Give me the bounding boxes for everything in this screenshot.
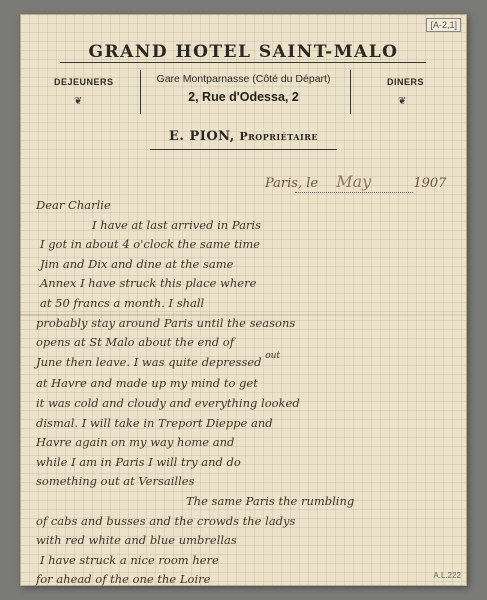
letter-line: I have at last arrived in Paris (92, 217, 262, 232)
archive-tag: [A-2,1] (426, 18, 461, 32)
letter-line (36, 350, 464, 375)
date-underline (295, 192, 413, 193)
hotel-name: GRAND HOTEL SAINT-MALO (88, 42, 399, 62)
salutation: Dear Charlie (36, 198, 111, 212)
letter-body (36, 196, 464, 590)
letter-line: for ahead of the one the Loire (36, 572, 211, 587)
letter-line: Havre again on my way home and (36, 435, 235, 450)
dejeuners-label: DEJEUNERS (54, 77, 114, 87)
letter-line: Jim and Dix and dine at the same (40, 256, 234, 271)
letter-line: I got in about 4 o'clock the same time (40, 237, 261, 252)
letter-line: while I am in Paris I will try and do (36, 454, 241, 469)
diners-label: DINERS (387, 77, 425, 87)
date-line (265, 172, 446, 191)
letter-line: opens at St Malo about the end of (36, 335, 234, 350)
letter-line: something out at Versailles (36, 474, 195, 489)
letter-line: Annex I have struck this place where (40, 276, 257, 291)
proprietor-line (0, 129, 487, 144)
letter-line: of cabs and busses and the crowds the ladys (36, 513, 296, 528)
letter-line-text: June then leave. I was quite depressed (36, 354, 262, 369)
letterhead-rule (60, 62, 426, 63)
hotel-address: 2, Rue d'Odessa, 2 (188, 90, 299, 104)
letter-line: it was cold and cloudy and everything looked (36, 395, 300, 410)
ornament-right-icon: ❦ (398, 96, 407, 107)
proprietor-rule (150, 149, 337, 150)
letter-line: at 50 francs a month. I shall (40, 295, 205, 310)
station-line: Gare Montparnasse (Côté du Départ) (156, 73, 331, 85)
proprietor-name: E. PION, (169, 129, 235, 144)
letter-line: The same Paris the rumbling (186, 493, 355, 508)
letter-line: I have struck a nice room here (40, 552, 219, 567)
date-year: 1907 (413, 176, 447, 191)
archive-footer: A.L.222 (433, 571, 461, 580)
letter-line: dismal. I will take in Treport Dieppe and (36, 415, 273, 430)
letter-line: at Havre and made up my mind to get (36, 376, 258, 391)
letter-line: probably stay around Paris until the seasons (36, 315, 296, 330)
letter-line: with red white and blue umbrellas (36, 533, 237, 548)
inserted-word: out (265, 350, 281, 361)
date-place: Paris, le (265, 176, 319, 191)
ornament-left-icon: ❦ (74, 96, 83, 107)
date-month: May (336, 172, 372, 191)
proprietor-title: Propriétaire (239, 130, 318, 143)
